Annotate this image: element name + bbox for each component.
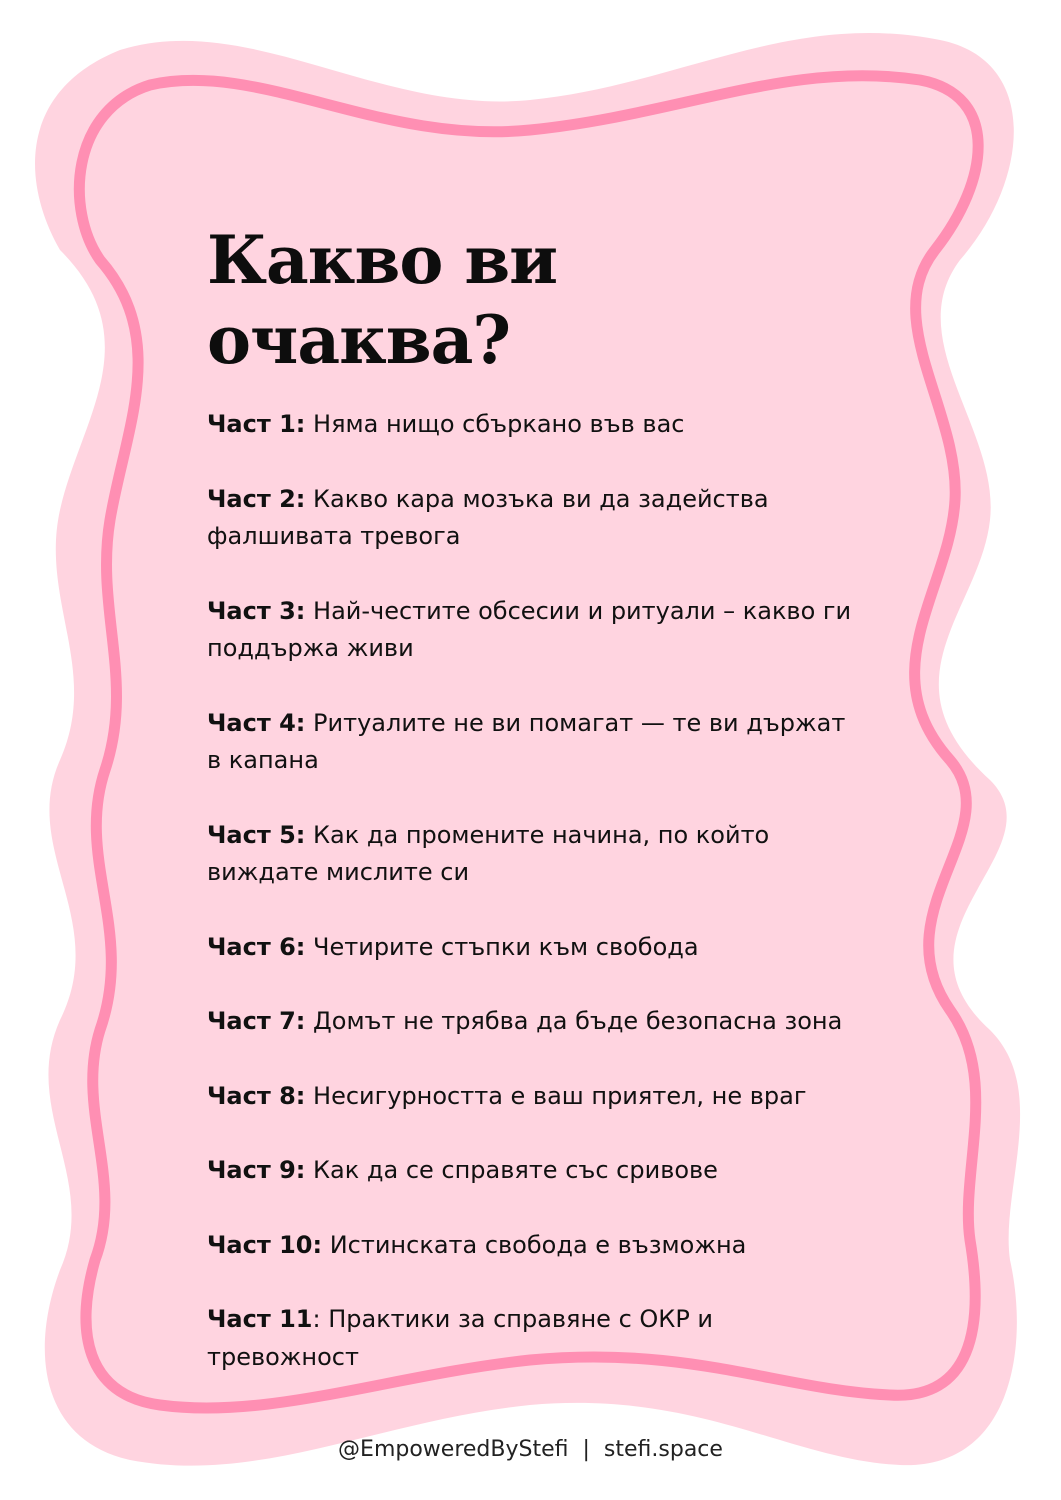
part-text: Четирите стъпки към свобода <box>305 932 699 961</box>
part-text: Какво кара мозъка ви да задейства фалшивата тревога <box>207 484 769 550</box>
part-label: Част 5: <box>207 820 306 849</box>
list-item <box>207 929 867 967</box>
list-item <box>207 1227 867 1265</box>
part-text: Няма нищо сбъркано във вас <box>305 410 685 438</box>
list-item <box>207 1078 867 1116</box>
part-label: Част 9: <box>207 1156 306 1184</box>
part-text: Най-честите обсесии и ритуали – какво ги поддържа живи <box>207 596 852 662</box>
part-text: Домът не трябва да бъде безопасна зона <box>305 1007 843 1035</box>
part-label: Част 7: <box>207 1007 306 1035</box>
list-item <box>207 1301 867 1376</box>
list-item <box>207 1152 867 1190</box>
part-label: Част 3: <box>207 596 306 625</box>
part-label: Част 11 <box>207 1305 313 1333</box>
content-area <box>207 220 867 1413</box>
part-label: Част 1: <box>207 410 306 438</box>
part-text: Несигурността е ваш приятел, не враг <box>305 1081 807 1110</box>
list-item <box>207 593 867 668</box>
part-text: : Практики за справяне с ОКР и тревожност <box>207 1305 714 1371</box>
list-item <box>207 705 867 780</box>
part-label: Част 10: <box>207 1230 323 1259</box>
footer-separator: | <box>582 1437 590 1462</box>
footer-handle[interactable]: @EmpoweredByStefi <box>338 1437 569 1462</box>
list-item <box>207 817 867 892</box>
list-item <box>207 1003 867 1041</box>
part-text: Истинската свобода е възможна <box>322 1230 747 1259</box>
part-text: Ритуалите не ви помагат — те ви държат в капана <box>207 708 846 774</box>
page-title: Какво ви очаква? <box>207 221 558 379</box>
parts-list <box>207 406 867 1376</box>
part-label: Част 6: <box>207 932 306 961</box>
part-text: Как да промените начина, по който виждате мислите си <box>207 820 770 886</box>
part-label: Част 2: <box>207 484 306 513</box>
part-label: Част 4: <box>207 708 306 737</box>
footer-website[interactable]: stefi.space <box>603 1437 723 1462</box>
part-text: Как да се справяте със сривове <box>305 1156 718 1184</box>
list-item <box>207 406 867 444</box>
footer <box>0 1437 1061 1462</box>
list-item <box>207 481 867 556</box>
part-label: Част 8: <box>207 1081 306 1110</box>
